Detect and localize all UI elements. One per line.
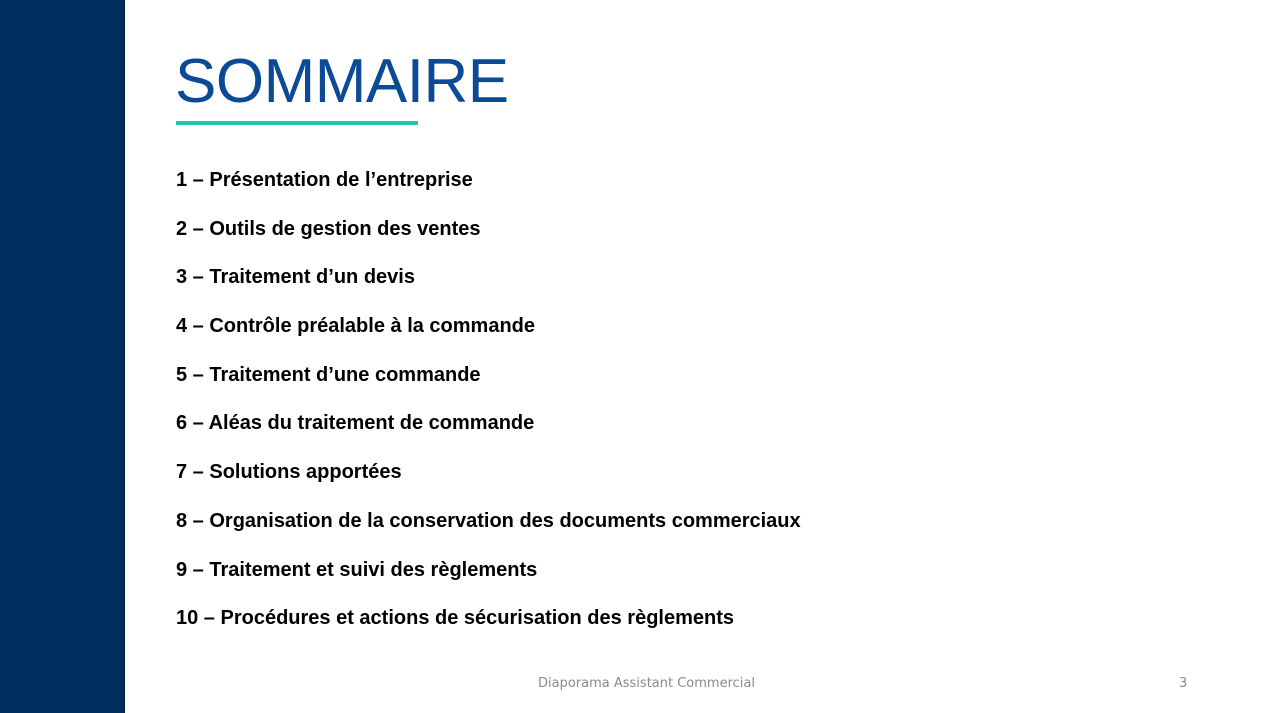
slide-title: SOMMAIRE: [175, 47, 509, 116]
agenda-item-10: 10 – Procédures et actions de sécurisation des règlements: [176, 607, 735, 630]
agenda-item-6: 6 – Aléas du traitement de commande: [176, 412, 535, 435]
footer-text: Diaporama Assistant Commercial: [538, 676, 755, 691]
agenda-item-8: 8 – Organisation de la conservation des documents commerciaux: [176, 509, 801, 532]
title-underline: [176, 121, 418, 125]
agenda-item-1: 1 – Présentation de l’entreprise: [176, 169, 473, 191]
agenda-item-4: 4 – Contrôle préalable à la commande: [176, 315, 536, 338]
agenda-item-3: 3 – Traitement d’un devis: [176, 266, 415, 289]
agenda-item-2: 2 – Outils de gestion des ventes: [176, 217, 481, 240]
agenda-item-7: 7 – Solutions apportées: [176, 461, 402, 484]
page-number: 3: [1179, 676, 1188, 691]
side-band: [0, 0, 125, 713]
agenda-list: [176, 164, 801, 651]
agenda-item-5: 5 – Traitement d’une commande: [176, 363, 481, 386]
agenda-item-9: 9 – Traitement et suivi des règlements: [176, 558, 538, 581]
